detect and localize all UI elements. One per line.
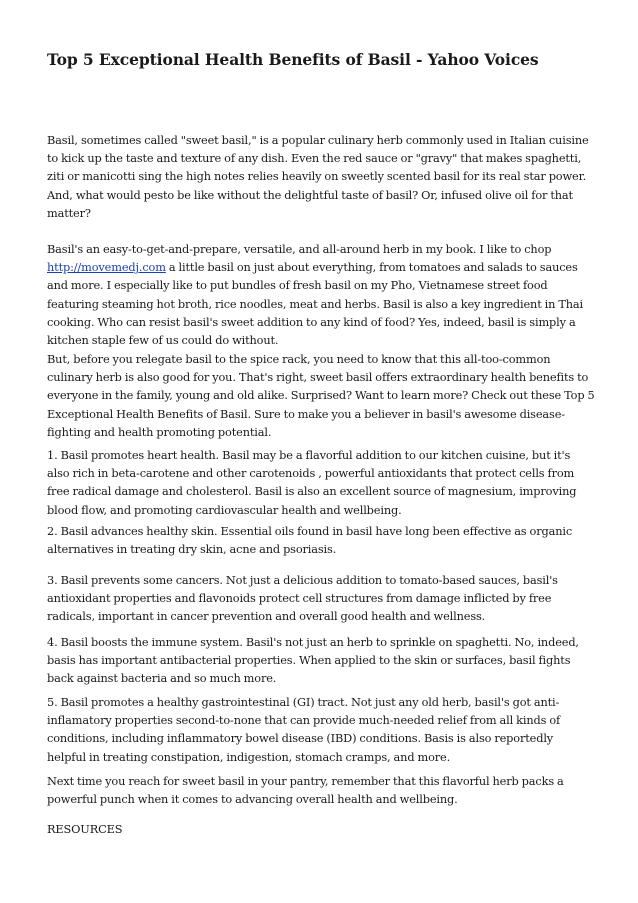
benefits-intro-paragraph: But, before you relegate basil to the spice rack, you need to know that this all-too-common culinary herb is also good for you. That's right, sweet basil offers extraordinary health benefits to everyone in the family, young and old alike. Surprised? Want to learn more? Check out these Top 5 Exceptional Health Benefits of Basil. Sure to make you a believer in basil's awesome disease-fighting and health promoting potential. — [47, 352, 595, 439]
benefit-heart-paragraph: 1. Basil promotes heart health. Basil may be a flavorful addition to our kitchen cuisine, but it's also rich in beta-carotene and other carotenoids , powerful antioxidants that protect cells from free radical damage and cholesterol. Basil is also an excellent source of magnesium, improving blood flow, and promoting cardiovascular health and wellbeing. — [47, 448, 577, 517]
benefit-cancer-paragraph: 3. Basil prevents some cancers. Not just a delicious addition to tomato-based sauces, basil's antioxidant properties and flavonoids protect cell structures from damage inflicted by free radicals, important in cancer prevention and overall good health and wellness. — [47, 573, 558, 624]
usage-paragraph — [47, 240, 595, 349]
benefit-immune-paragraph: 4. Basil boosts the immune system. Basil's not just an herb to sprinkle on spaghetti. No, indeed, basis has important antibacterial properties. When applied to the skin or surfaces, basil fights back against bacteria and so much more. — [47, 635, 579, 686]
benefit-skin-paragraph: 2. Basil advances healthy skin. Essential oils found in basil have long been effective as organic alternatives in treating dry skin, acne and psoriasis. — [47, 524, 573, 557]
resources-heading: RESOURCES — [47, 822, 123, 836]
movemedj-link[interactable]: http://movemedj.com — [47, 260, 166, 275]
intro-paragraph: Basil, sometimes called "sweet basil," is a popular culinary herb commonly used in Italian cuisine to kick up the taste and texture of any dish. Even the red sauce or "gravy" that makes spaghetti, ziti or manicotti sing the high notes relies heavily on sweetly scented basil for its real star power. And, what would pesto be like without the delightful taste of basil? Or, infused olive oil for that matter? — [47, 133, 589, 220]
benefit-gi-paragraph: 5. Basil promotes a healthy gastrointestinal (GI) tract. Not just any old herb, basil's got anti-inflamatory properties second-to-none that can provide much-needed relief from all kinds of conditions, including inflammatory bowel disease (IBD) conditions. Basis is also reportedly helpful in treating constipation, indigestion, stomach cramps, and more. — [47, 695, 561, 764]
page-title: Top 5 Exceptional Health Benefits of Basil - Yahoo Voices — [47, 50, 539, 69]
usage-text-start: Basil's an easy-to-get-and-prepare, versatile, and all-around herb in my book. I like to chop — [47, 242, 552, 256]
closing-paragraph: Next time you reach for sweet basil in your pantry, remember that this flavorful herb packs a powerful punch when it comes to advancing overall health and wellbeing. — [47, 774, 564, 807]
usage-text-end: a little basil on just about everything, from tomatoes and salads to sauces and more. I especially like to put bundles of fresh basil on my Pho, Vietnamese street food featuring steaming hot broth, rice noodles, meat and herbs. Basil is also a key ingredient in Thai cooking. Who can resist basil's sweet addition to any kind of food? Yes, indeed, basil is simply a kitchen staple few of us could do without. — [47, 260, 584, 348]
